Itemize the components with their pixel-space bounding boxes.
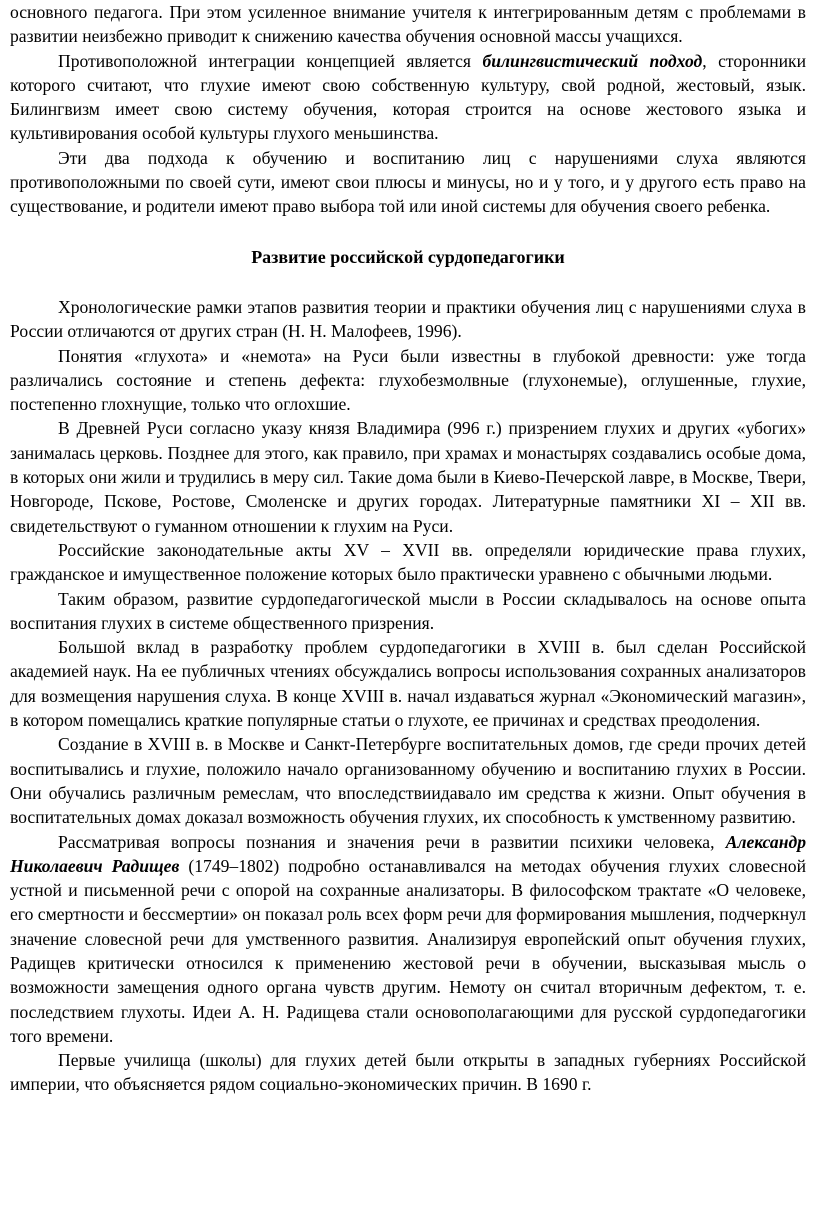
paragraph	[10, 49, 806, 146]
paragraph	[10, 146, 806, 219]
section-heading: Развитие российской сурдопедагогики	[251, 246, 565, 267]
document-page	[10, 0, 806, 1097]
emphasized-term: Александр Николаевич Радищев	[10, 831, 806, 876]
paragraph-text: Понятия «глухота» и «немота» на Руси были известны в глубокой древности: уже тогда различались состояние и степень дефекта: глухобезмолвные (глухонемые), оглушенные, глухие, постепенно глохнущие, только что оглохшие.	[10, 345, 806, 415]
paragraph	[10, 732, 806, 829]
paragraph-text: Эти два подхода к обучению и воспитанию лиц с нарушениями слуха являются противоположными по своей сути, имеют свои плюсы и минусы, но и у того, и у другого есть право на существование, и родители имеют право выбора той или иной системы для обучения своего ребенка.	[10, 147, 806, 217]
paragraph-text: основного педагога. При этом усиленное внимание учителя к интегрированным детям с проблемами в развитии неизбежно приводит к снижению качества обучения основной массы учащихся.	[10, 2, 806, 47]
paragraph	[10, 1048, 806, 1097]
paragraph-text: Создание в XVIII в. в Москве и Санкт-Петербурге воспитательных домов, где среди прочих детей воспитывались и глухие, положило начало организованному обучению и воспитанию глухих в России. Они обучались различным ремеслам, что впоследствиидавало им средства к жизни. Опыт обучения в воспитательных домах доказал возможность обучения глухих, их способность к умственному развитию.	[10, 734, 806, 828]
paragraph-text: (1749–1802) подробно останавливался на методах обучения глухих словесной устной и письменной речи с опорой на сохранные анализаторы. В философском трактате «О человеке, его смертности и бессмертии» он показал роль всех форм речи для формирования мышления, подчеркнул значение словесной речи для умственного развития. Анализируя европейский опыт обучения глухих, Радищев критически относился к применению жестовой речи в обучении, высказывая мысль о возможности замещения одного органа чувств другим. Немоту он считал вторичным дефектом, т. е. последствием глухоты. Идеи А. Н. Радищева стали основополагающими для русской сурдопедагогики того времени.	[10, 855, 807, 1046]
paragraph	[10, 416, 806, 537]
paragraph	[10, 538, 806, 587]
paragraph-text: Первые училища (школы) для глухих детей были открыты в западных губерниях Российской империи, что объясняется рядом социально-экономических причин. В 1690 г.	[10, 1050, 806, 1095]
paragraph-text: Рассматривая вопросы познания и значения речи в развитии психики человека,	[58, 831, 726, 852]
paragraph	[10, 830, 806, 1049]
paragraph-text: Хронологические рамки этапов развития теории и практики обучения лиц с нарушениями слуха в России отличаются от других стран (Н. Н. Малофеев, 1996).	[10, 296, 806, 342]
paragraph-text: Большой вклад в разработку проблем сурдопедагогики в XVIII в. был сделан Российской академией наук. На ее публичных чтениях обсуждались вопросы использования сохранных анализаторов для возмещения нарушения слуха. В конце XVIII в. начал издаваться журнал «Экономический магазин», в котором помещались краткие популярные статьи о глухоте, ее причинах и средствах преодоления.	[10, 637, 806, 731]
paragraph-text: Российские законодательные акты XV – XVII вв. определяли юридические права глухих, гражданское и имущественное положение которых было практически уравнено с обычными людьми.	[10, 539, 806, 585]
paragraph-text: Таким образом, развитие сурдопедагогической мысли в России складывалось на основе опыта воспитания глухих в системе общественного призрения.	[10, 588, 806, 633]
paragraph-text: , сторонники которого считают, что глухие имеют свою собственную культуру, свой родной, жестовый, язык. Билингвизм имеет свою систему обучения, которая строится на основе жестового языка и культивирования особой культуры глухого меньшинства.	[10, 50, 806, 144]
section-body	[10, 295, 806, 1097]
paragraph	[10, 635, 806, 732]
paragraph	[10, 295, 806, 344]
paragraph	[10, 344, 806, 417]
paragraph-text: В Древней Руси согласно указу князя Владимира (996 г.) призрением глухих и других «убогих» занималась церковь. Позднее для этого, как правило, при храмах и монастырях создавались особые дома, в которых они жили и трудились в меру сил. Такие дома были в Киево-Печерской лавре, в Москве, Твери, Новгороде, Пскове, Ростове, Смоленске и других городах. Литературные памятники XI – XII вв. свидетельствуют о гуманном отношении к глухим на Руси.	[10, 418, 806, 536]
intro-text	[10, 0, 806, 219]
paragraph	[10, 587, 806, 636]
emphasized-term: билингвистический подход	[482, 50, 703, 71]
paragraph	[10, 0, 806, 49]
paragraph-text: Противоположной интеграции концепцией является	[58, 50, 483, 71]
